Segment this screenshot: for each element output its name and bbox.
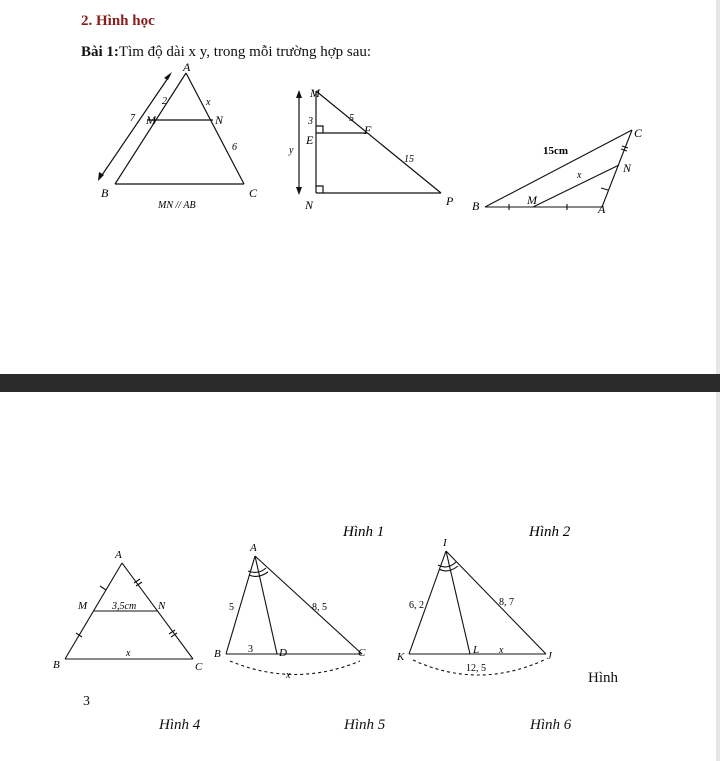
fig2-label-P: P xyxy=(446,194,454,208)
fig4-label-N: N xyxy=(158,600,166,612)
fig5-label-B: B xyxy=(214,648,221,660)
fig6-label-J: J xyxy=(547,650,552,662)
fig6-len-ik: 6, 2 xyxy=(409,600,424,611)
fig3-label-A: A xyxy=(598,202,606,216)
fig5-len-ab: 5 xyxy=(229,602,234,613)
exercise-text: Tìm độ dài x y, trong mỗi trường hợp sau: xyxy=(118,44,372,60)
fig1-note: MN // AB xyxy=(158,200,196,211)
section-heading: 2. Hình học xyxy=(81,13,155,29)
fig1-label-M: M xyxy=(146,113,156,127)
fig3-label-M: M xyxy=(527,193,537,207)
fig2-label-F: F xyxy=(364,123,372,137)
fig1-len-nc: 6 xyxy=(232,142,237,153)
fig6-len-kj: 12, 5 xyxy=(466,663,486,674)
fig5-label-C: C xyxy=(358,647,366,659)
fig2-label-M: M xyxy=(310,86,320,100)
fig2-len-mf: 5 xyxy=(349,113,354,124)
fig2-len-me: 3 xyxy=(308,116,313,127)
fig1-label-B: B xyxy=(101,186,109,200)
fig3-label-N: N xyxy=(623,161,632,175)
fig1-label-A: A xyxy=(183,60,191,74)
fig1-len-am: 2 xyxy=(162,96,167,107)
fig2-label-N: N xyxy=(305,198,314,212)
caption-hinh-3-number: 3 xyxy=(83,694,90,709)
fig5-label-D: D xyxy=(279,647,287,659)
fig1-len-an: x xyxy=(206,97,211,108)
fig6-label-K: K xyxy=(397,651,405,663)
fig3-len-mn: x xyxy=(577,170,582,181)
caption-hinh-4: Hình 4 xyxy=(159,717,201,733)
caption-hinh-2: Hình 2 xyxy=(529,524,571,540)
fig6-len-ij: 8, 7 xyxy=(499,597,514,608)
fig5-label-A: A xyxy=(250,542,257,554)
fig1-label-C: C xyxy=(249,186,258,200)
fig6-label-I: I xyxy=(443,537,447,549)
fig4-label-B: B xyxy=(53,659,60,671)
fig4-label-A: A xyxy=(115,549,122,561)
fig6-len-lj: x xyxy=(499,645,504,656)
fig3-len-bc: 15cm xyxy=(543,145,569,157)
fig1-label-N: N xyxy=(215,113,224,127)
caption-hinh-1: Hình 1 xyxy=(343,524,385,540)
caption-hinh-6: Hình 6 xyxy=(530,717,572,733)
fig1-len-bm: 7 xyxy=(130,113,135,124)
fig6-label-L: L xyxy=(473,644,480,656)
caption-hinh-5: Hình 5 xyxy=(344,717,386,733)
fig2-len-fp: 15 xyxy=(404,154,414,165)
fig5-len-ac: 8, 5 xyxy=(312,602,327,613)
exercise-label: Bài 1: xyxy=(81,44,119,60)
fig4-label-C: C xyxy=(195,661,203,673)
fig3-label-B: B xyxy=(472,199,480,213)
fig4-len-mn: 3,5cm xyxy=(112,601,137,612)
fig3-label-C: C xyxy=(634,126,643,140)
fig2-len-y: y xyxy=(289,145,294,156)
caption-hinh-3: Hình xyxy=(588,670,618,686)
fig5-len-bd: 3 xyxy=(248,644,253,655)
fig4-label-M: M xyxy=(78,600,88,612)
fig4-len-bc: x xyxy=(126,648,131,659)
fig5-len-dc: x xyxy=(286,670,291,681)
fig2-label-E: E xyxy=(306,133,314,147)
